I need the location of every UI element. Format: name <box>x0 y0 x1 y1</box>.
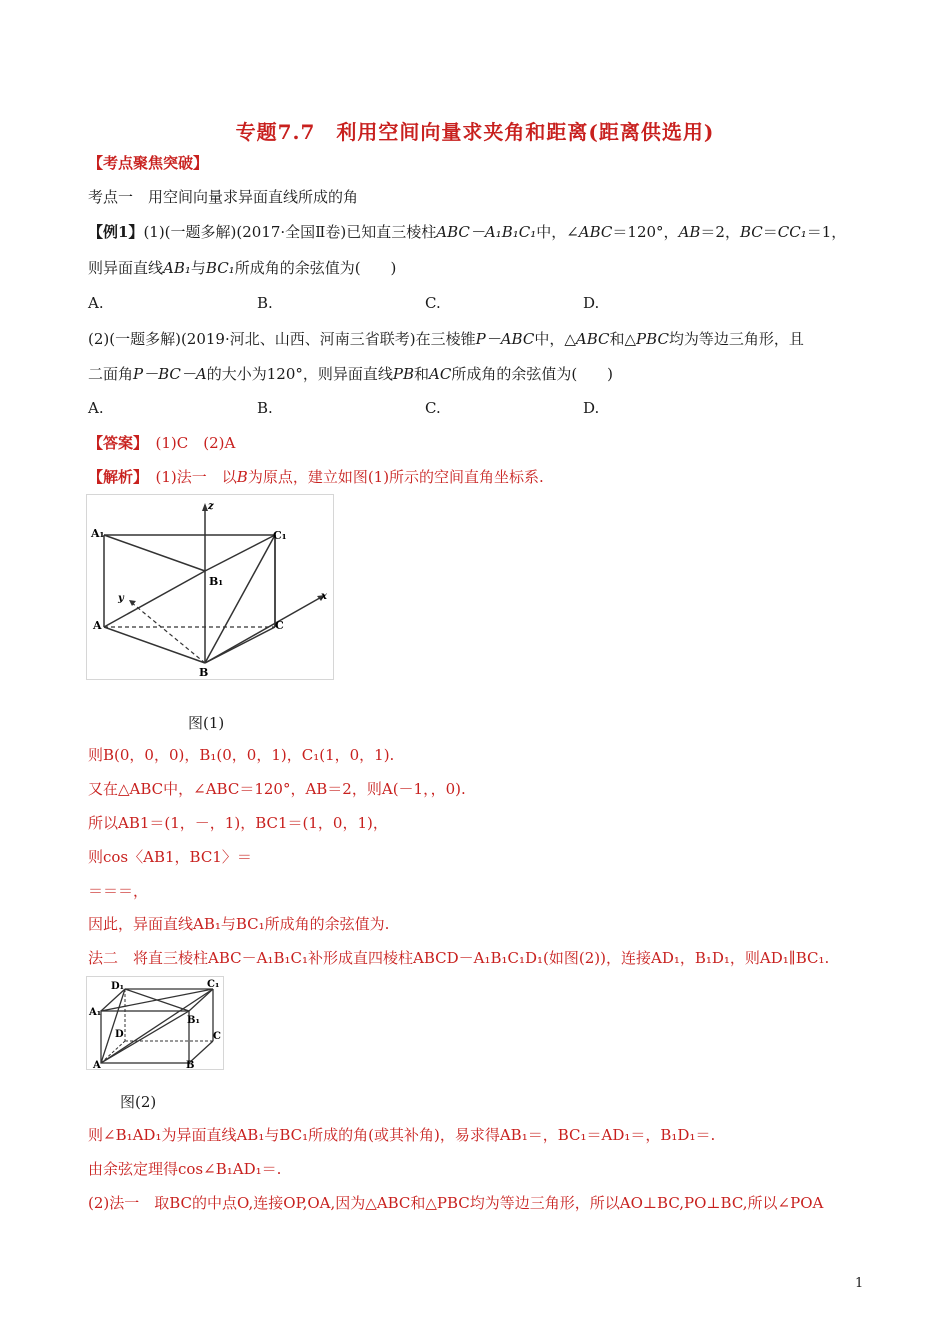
label2-a: A <box>93 1060 101 1069</box>
label2-d: D <box>115 1029 124 1040</box>
label-b: B <box>199 666 209 679</box>
example1-part2-line2: 二面角P－BC－A的大小为120°，则异面直线PB和AC所成角的余弦值为( ) <box>88 365 614 383</box>
answer-text: (1)C (2)A <box>155 434 236 452</box>
page-title: 专题7.7 利用空间向量求夹角和距离(距离供选用) <box>235 120 715 144</box>
label2-a1: A₁ <box>89 1007 102 1018</box>
solution-line-3: 所以AB1＝(1，－，1)，BC1＝(1，0，1)， <box>88 814 388 832</box>
box-diagram <box>87 977 223 1069</box>
label-c1: C₁ <box>273 529 287 542</box>
solution-line-4: 则cos〈AB1，BC1〉＝ <box>88 848 252 866</box>
figure-1-caption: 图(1) <box>188 714 225 732</box>
label-x: x <box>321 591 327 602</box>
solution-line-5: ＝＝＝， <box>88 882 149 900</box>
answer-line <box>88 433 235 453</box>
solution-line-9: 由余弦定理得cos∠B₁AD₁＝. <box>88 1160 282 1178</box>
example1-line2: 则异面直线AB₁与BC₁所成角的余弦值为( ) <box>88 259 397 277</box>
label2-c: C <box>213 1031 221 1042</box>
section-tag: 【考点聚焦突破】 <box>88 154 209 172</box>
label2-b1: B₁ <box>187 1015 200 1026</box>
option-b-2: B. <box>257 399 273 417</box>
solution-line-1: 则B(0，0，0)，B₁(0，0，1)，C₁(1，0，1). <box>88 746 395 764</box>
figure-2-caption: 图(2) <box>120 1093 157 1111</box>
solution-line-6: 因此，异面直线AB₁与BC₁所成角的余弦值为. <box>88 915 390 933</box>
option-a-2: A. <box>88 399 104 417</box>
option-c: C. <box>425 294 441 312</box>
label2-d1: D₁ <box>111 981 125 992</box>
label2-b: B <box>186 1060 195 1069</box>
prism-diagram <box>87 495 333 679</box>
option-d-2: D. <box>583 399 600 417</box>
solution-line-8: 则∠B₁AD₁为异面直线AB₁与BC₁所成的角(或其补角)，易求得AB₁＝，BC₁＝AD₁＝，B₁D₁＝. <box>88 1126 716 1144</box>
analysis-line: 【解析】 (1)法一 以B为原点，建立如图(1)所示的空间直角坐标系. <box>88 468 544 486</box>
solution-line-10: (2)法一 取BC的中点O,连接OP,OA,因为△ABC和△PBC均为等边三角形，所以AO⊥BC,PO⊥BC,所以∠POA <box>88 1194 824 1212</box>
page-number: 1 <box>855 1276 864 1291</box>
option-d: D. <box>583 294 600 312</box>
example1-part2-line1: (2)(一题多解)(2019·河北、山西、河南三省联考)在三棱锥P－ABC中，△ABC和△PBC均为等边三角形，且 <box>88 330 804 348</box>
option-b: B. <box>257 294 273 312</box>
figure-2 <box>86 976 224 1070</box>
solution-line-7: 法二 将直三棱柱ABC－A₁B₁C₁补形成直四棱柱ABCD－A₁B₁C₁D₁(如图(2))，连接AD₁，B₁D₁，则AD₁∥BC₁. <box>88 949 830 967</box>
label-z: z <box>208 501 214 512</box>
label-a: A <box>93 619 102 632</box>
kaodian-heading: 考点一 用空间向量求异面直线所成的角 <box>88 188 359 206</box>
option-a: A. <box>88 294 104 312</box>
label2-c1: C₁ <box>207 979 220 990</box>
option-c-2: C. <box>425 399 441 417</box>
label-y: y <box>118 593 124 604</box>
label-b1: B₁ <box>209 575 224 588</box>
example1-line1: 【例1】(1)(一题多解)(2017·全国Ⅱ卷)已知直三棱柱ABC－A₁B₁C₁中，∠ABC＝120°，AB＝2，BC＝CC₁＝1， <box>88 223 847 241</box>
analysis-tag: 【解析】 <box>88 468 141 486</box>
label-c: C <box>275 619 284 632</box>
solution-line-2: 又在△ABC中，∠ABC＝120°，AB＝2，则A(－1，，0). <box>88 780 466 798</box>
figure-1 <box>86 494 334 680</box>
answer-tag: 【答案】 <box>88 434 141 452</box>
example1-tag: 【例1】 <box>88 223 144 241</box>
label-a1: A₁ <box>91 527 105 540</box>
